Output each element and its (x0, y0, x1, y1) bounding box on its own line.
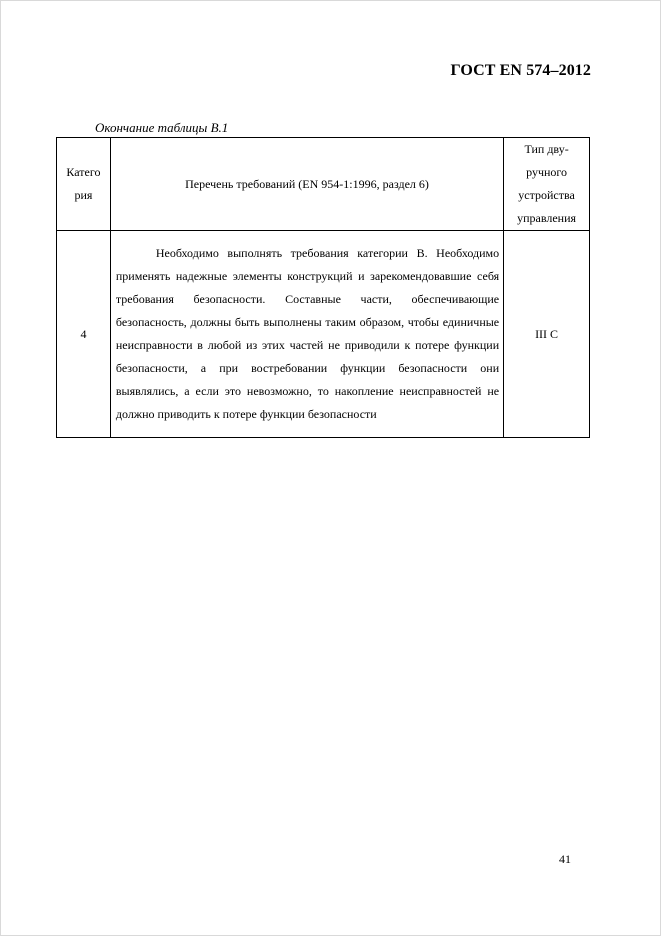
column-header-device-type: Тип дву-ручного устройства управления (504, 138, 590, 231)
requirements-table (56, 137, 590, 438)
column-header-category: Катего рия (57, 138, 111, 231)
table-header-row (57, 138, 590, 231)
cell-requirements (110, 231, 503, 438)
column-header-requirements: Перечень требований (EN 954-1:1996, раздел 6) (110, 138, 503, 231)
table-row (57, 231, 590, 438)
cell-device-type: III C (504, 231, 590, 438)
cell-category: 4 (57, 231, 111, 438)
table-caption: Окончание таблицы В.1 (95, 120, 229, 135)
requirements-text: Необходимо выполнять требования категории В. Необходимо применять надежные элементы конструкций и зарекомендовавшие себя требования безопасности. Составные части, обеспечивающие безопасность, должны быть выполнены таким образом, чтобы единичные неисправности в любой из этих частей не приводили к потере функции безопасности, а при востребовании функции безопасности они выявлялись, а если это невозможно, то накопление неисправностей не должно приводить к потере функции безопасности (115, 246, 500, 421)
document-standard-header: ГОСТ EN 574–2012 (450, 62, 591, 79)
page-number: 41 (559, 852, 571, 866)
